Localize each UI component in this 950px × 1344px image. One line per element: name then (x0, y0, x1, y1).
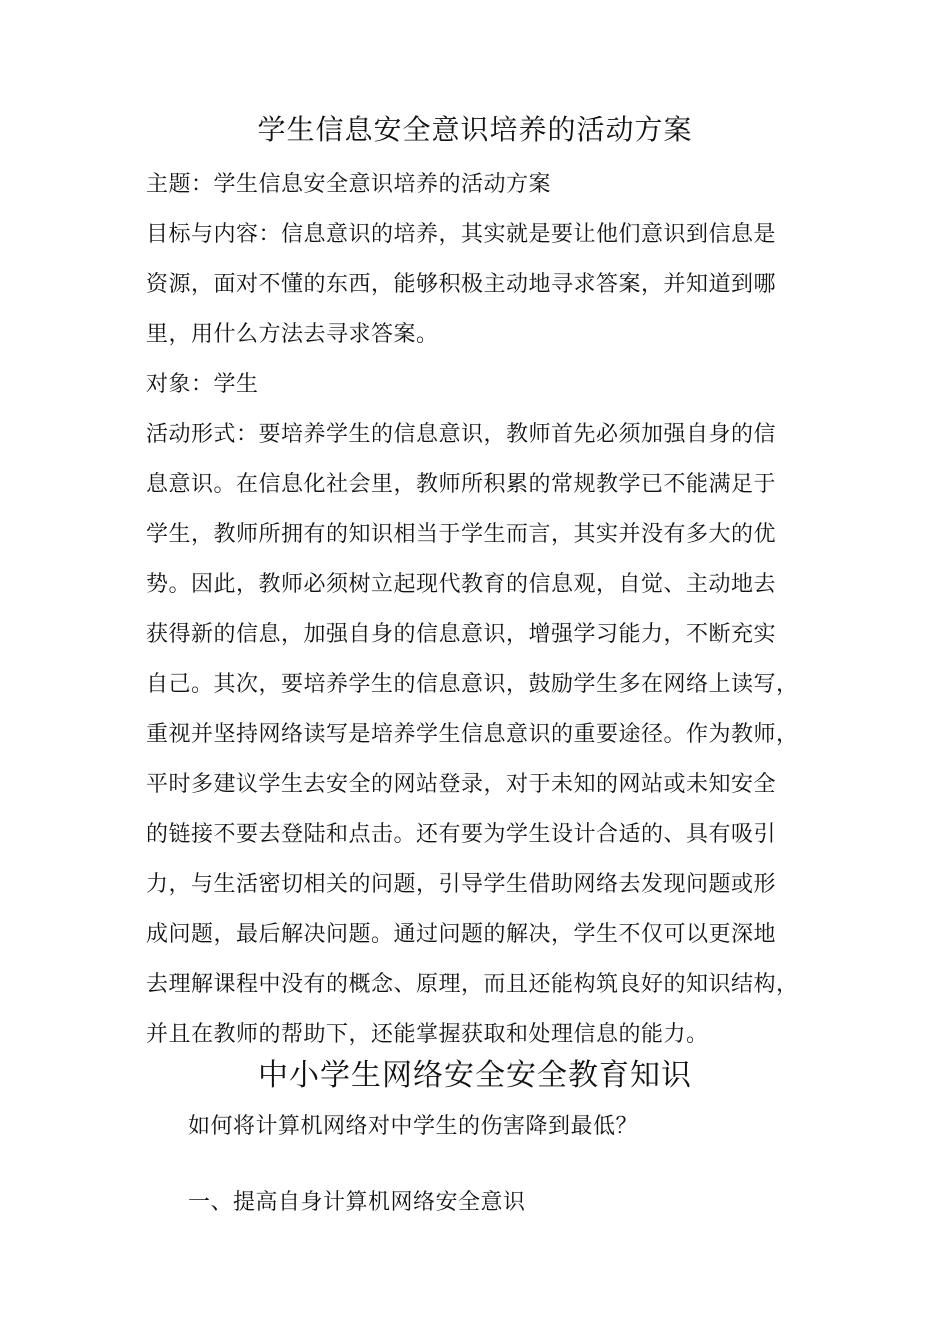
text-line: 势。因此，教师必须树立起现代教育的信息观，自觉、主动地去 (146, 572, 777, 597)
document-title: 学生信息安全意识培养的活动方案 (257, 113, 693, 146)
text-line: 的链接不要去登陆和点击。还有要为学生设计合适的、具有吸引 (146, 822, 777, 847)
text-line: 获得新的信息，加强自身的信息意识，增强学习能力，不断充实 (146, 622, 777, 647)
text-line: 并且在教师的帮助下，还能掌握获取和处理信息的能力。 (146, 1022, 709, 1047)
section-title: 中小学生网络安全安全教育知识 (258, 1058, 692, 1093)
text-line: 成问题，最后解决问题。通过问题的解决，学生不仅可以更深地 (146, 922, 777, 947)
text-line-audience: 对象：学生 (146, 372, 259, 397)
text-line: 资源，面对不懂的东西，能够积极主动地寻求答案，并知道到哪 (146, 272, 777, 297)
text-line: 去理解课程中没有的概念、原理，而且还能构筑良好的知识结构， (146, 972, 799, 997)
heading-1: 一、提高自身计算机网络安全意识 (188, 1190, 526, 1215)
text-line: 自己。其次，要培养学生的信息意识，鼓励学生多在网络上读写， (146, 672, 799, 697)
text-line: 平时多建议学生去安全的网站登录，对于未知的网站或未知安全 (146, 772, 777, 797)
text-line: 学生，教师所拥有的知识相当于学生而言，其实并没有多大的优 (146, 522, 777, 547)
text-line: 重视并坚持网络读写是培养学生信息意识的重要途径。作为教师， (146, 722, 799, 747)
question-line: 如何将计算机网络对中学生的伤害降到最低？ (188, 1114, 639, 1139)
text-line: 活动形式：要培养学生的信息意识，教师首先必须加强自身的信 (146, 422, 777, 447)
text-line: 息意识。在信息化社会里，教师所积累的常规教学已不能满足于 (146, 472, 777, 497)
text-line: 力，与生活密切相关的问题，引导学生借助网络去发现问题或形 (146, 872, 777, 897)
text-line: 里，用什么方法去寻求答案。 (146, 322, 439, 347)
text-line: 目标与内容：信息意识的培养，其实就是要让他们意识到信息是 (146, 222, 777, 247)
text-line-theme: 主题：学生信息安全意识培养的活动方案 (146, 172, 552, 197)
